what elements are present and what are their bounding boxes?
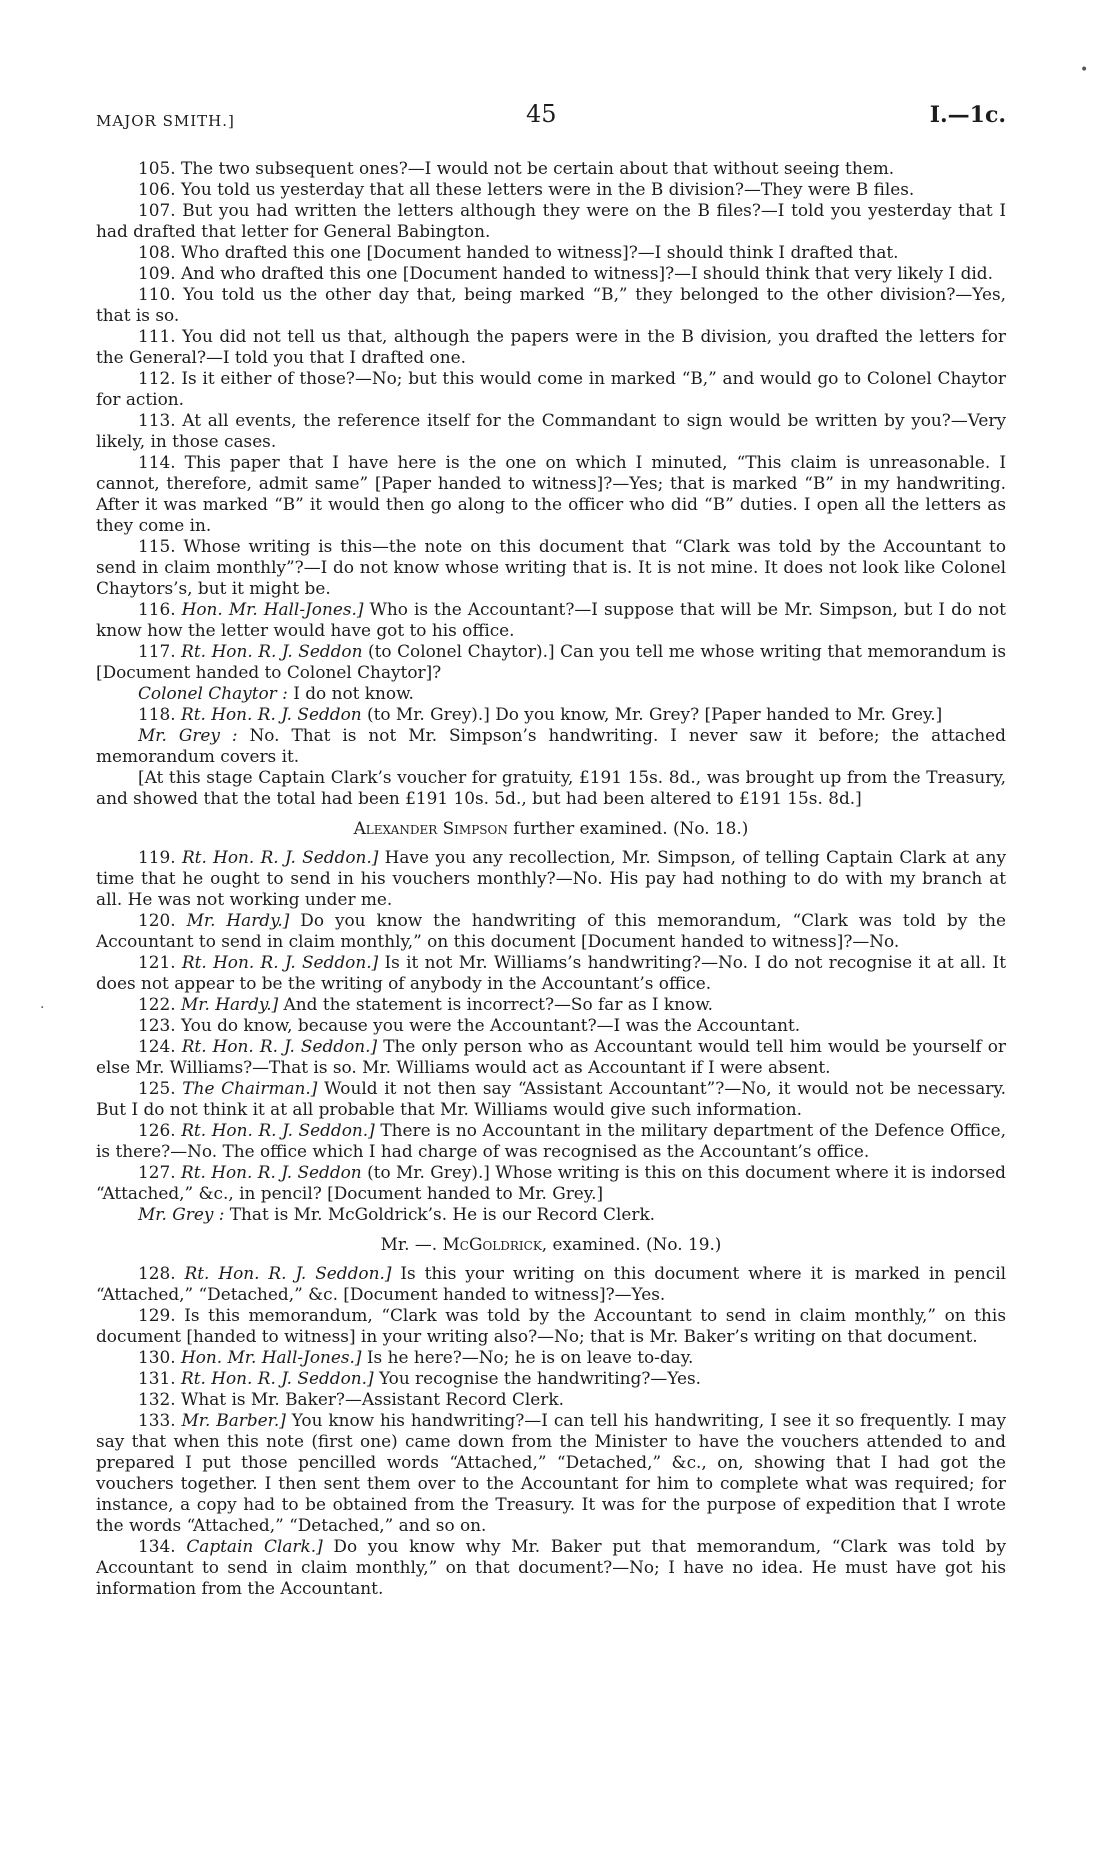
testimony-paragraph — [96, 200, 1006, 242]
testimony-paragraph — [96, 1120, 1006, 1162]
question-number: 116. — [138, 599, 182, 619]
page-number: 45 — [526, 100, 557, 128]
question-number: 122. — [138, 994, 181, 1014]
testimony-paragraph — [96, 368, 1006, 410]
speaker-name: Rt. Hon. R. J. Seddon — [180, 704, 362, 724]
paragraph-text: Is this your writing on this document where it is marked in pencil “Attached,” “Detached,” &c. [Document handed to witness]?—Yes. — [96, 1263, 1006, 1304]
testimony-paragraph — [96, 910, 1006, 952]
speaker-name: Rt. Hon. R. J. Seddon.] — [181, 1120, 375, 1140]
paragraph-text: You know his handwriting?—I can tell his handwriting, I see it so frequently. I may say that when this note (first one) came down from the Minister to have the vouchers attended to and prepared I put those pencilled words “Attached,” “Detached,” &c., on, showing that I had got the vouchers together. I then sent them over to the Accountant for him to complete what was required; for instance, a copy had to be obtained from the Treasury. It was for the purpose of expedition that I wrote the words “Attached,” “Detached,” and so on. — [96, 1410, 1006, 1535]
testimony-paragraph — [96, 599, 1006, 641]
speaker-name: Rt. Hon. R. J. Seddon — [181, 641, 363, 661]
question-number: 127. — [138, 1162, 181, 1182]
testimony-paragraph — [96, 1389, 1006, 1410]
speaker-name: The Chairman.] — [182, 1078, 318, 1098]
heading-text: further examined. (No. 18.) — [507, 818, 749, 838]
speaker-name: Mr. Grey : — [138, 725, 238, 745]
paragraph-text: (to Colonel Chaytor).] Can you tell me whose writing that memorandum is [Document handed to Colonel Chaytor]? — [96, 641, 1006, 682]
paragraph-text: Do you know the handwriting of this memorandum, “Clark was told by the Accountant to send in claim monthly,” on this document [Document handed to witness]?—No. — [96, 910, 1006, 951]
witness-name: Alexander Simpson — [353, 818, 508, 838]
paragraph-text: There is no Accountant in the military department of the Defence Office, is there?—No. The office which I had charge of was recognised as the Accountant’s office. — [96, 1120, 1007, 1161]
paragraph-text: That is Mr. McGoldrick’s. He is our Record Clerk. — [224, 1204, 656, 1224]
speaker-name: Mr. Barber.] — [181, 1410, 286, 1430]
paragraph-text: Do you know why Mr. Baker put that memorandum, “Clark was told by Accountant to send in claim monthly,” on that document?—No; I have no idea. He must have got his information from the Accountant. — [96, 1536, 1007, 1598]
paragraph-text: Would it not then say “Assistant Accountant”?—No, it would not be necessary. But I do not think it at all probable that Mr. Williams would give such information. — [96, 1078, 1007, 1119]
question-number: 134. — [138, 1536, 187, 1556]
testimony-paragraph — [96, 1305, 1006, 1347]
testimony-paragraph — [96, 1162, 1006, 1204]
speaker-name: Hon. Mr. Hall-Jones.] — [180, 1347, 362, 1367]
heading-text: , examined. (No. 19.) — [541, 1234, 722, 1254]
testimony-paragraph — [96, 158, 1006, 179]
testimony-paragraph — [96, 1347, 1006, 1368]
speaker-name: Rt. Hon. R. J. Seddon.] — [181, 952, 379, 972]
testimony-paragraph — [96, 1263, 1006, 1305]
speaker-name: Rt. Hon. R. J. Seddon.] — [180, 1368, 374, 1388]
speaker-name: Mr. Grey : — [138, 1204, 225, 1224]
section-heading — [96, 818, 1006, 839]
testimony-paragraph — [96, 1410, 1006, 1536]
speaker-name: Rt. Hon. R. J. Seddon.] — [184, 1263, 392, 1283]
testimony-paragraph — [96, 1078, 1006, 1120]
paragraph-text: 105. The two subsequent ones?—I would not be certain about that without seeing them. — [138, 158, 895, 178]
speaker-name: Rt. Hon. R. J. Seddon.] — [181, 1036, 378, 1056]
testimony-paragraph — [96, 725, 1006, 767]
paragraph-text: 115. Whose writing is this—the note on this document that “Clark was told by the Accountant to send in claim monthly”?—I do not know whose writing that is. It is not mine. It does not look like Colonel Chaytors’s, but it might be. — [96, 536, 1006, 598]
speaker-name: Colonel Chaytor : — [138, 683, 288, 703]
testimony-body — [96, 158, 1006, 1599]
paragraph-text: [At this stage Captain Clark’s voucher for gratuity, £191 15s. 8d., was brought up from the Treasury, and showed that the total had been £191 10s. 5d., but had been altered to £191 15s. 8d.] — [96, 767, 1006, 808]
paragraph-text: Who is the Accountant?—I suppose that will be Mr. Simpson, but I do not know how the letter would have got to his office. — [96, 599, 1006, 640]
testimony-paragraph — [96, 704, 1006, 725]
testimony-paragraph — [96, 284, 1006, 326]
paragraph-text: I do not know. — [287, 683, 414, 703]
testimony-paragraph — [96, 1015, 1006, 1036]
question-number: 118. — [138, 704, 181, 724]
question-number: 128. — [138, 1263, 185, 1283]
paragraph-text: 110. You told us the other day that, being marked “B,” they belonged to the other division?—Yes, that is so. — [96, 284, 1006, 325]
running-head: MAJOR SMITH.] — [96, 112, 235, 130]
testimony-paragraph — [96, 410, 1006, 452]
paragraph-text: And the statement is incorrect?—So far as I know. — [278, 994, 714, 1014]
speaker-name: Captain Clark.] — [186, 1536, 323, 1556]
testimony-paragraph — [96, 767, 1006, 809]
speaker-name: Mr. Hardy.] — [186, 910, 290, 930]
speaker-name: Mr. Hardy.] — [180, 994, 279, 1014]
heading-prefix: Mr. —. — [380, 1234, 443, 1254]
testimony-paragraph — [96, 179, 1006, 200]
paragraph-text: 107. But you had written the letters although they were on the B files?—I told you yesterday that I had drafted that letter for General Babington. — [96, 200, 1006, 241]
paragraph-text: Is he here?—No; he is on leave to-day. — [361, 1347, 694, 1367]
testimony-paragraph — [96, 952, 1006, 994]
testimony-paragraph — [96, 242, 1006, 263]
paragraph-text: Have you any recollection, Mr. Simpson, of telling Captain Clark at any time that he ought to send in his vouchers monthly?—No. His pay had nothing to do with my branch at all. He was not working under me. — [96, 847, 1007, 909]
testimony-paragraph — [96, 536, 1006, 599]
paragraph-text: The only person who as Accountant would tell him would be yourself or else Mr. Williams?—That is so. Mr. Williams would act as Accountant if I were absent. — [96, 1036, 1006, 1077]
testimony-paragraph — [96, 994, 1006, 1015]
testimony-paragraph — [96, 847, 1006, 910]
question-number: 130. — [138, 1347, 181, 1367]
question-number: 119. — [138, 847, 182, 867]
question-number: 124. — [138, 1036, 182, 1056]
testimony-paragraph — [96, 1036, 1006, 1078]
paragraph-text: (to Mr. Grey).] Do you know, Mr. Grey? [Paper handed to Mr. Grey.] — [361, 704, 943, 724]
testimony-paragraph — [96, 641, 1006, 683]
paragraph-text: No. That is not Mr. Simpson’s handwriting. I never saw it before; the attached memorandum covers it. — [96, 725, 1006, 766]
margin-mark: • — [1080, 62, 1089, 78]
paragraph-text: 112. Is it either of those?—No; but this would come in marked “B,” and would go to Colonel Chaytor for action. — [96, 368, 1006, 409]
section-heading — [96, 1234, 1006, 1255]
question-number: 126. — [138, 1120, 182, 1140]
testimony-paragraph — [96, 1536, 1006, 1599]
question-number: 131. — [138, 1368, 181, 1388]
testimony-paragraph — [96, 326, 1006, 368]
paragraph-text: (to Mr. Grey).] Whose writing is this on this document where it is indorsed “Attached,” &c., in pencil? [Document handed to Mr. Grey.] — [96, 1162, 1006, 1203]
document-reference: I.—1c. — [929, 102, 1006, 128]
testimony-paragraph — [96, 263, 1006, 284]
page-header — [96, 100, 1006, 136]
question-number: 121. — [138, 952, 182, 972]
paragraph-text: You recognise the handwriting?—Yes. — [373, 1368, 702, 1388]
testimony-paragraph — [96, 683, 1006, 704]
question-number: 125. — [138, 1078, 183, 1098]
margin-mark: · — [40, 1000, 45, 1016]
testimony-paragraph — [96, 1204, 1006, 1225]
paragraph-text: 109. And who drafted this one [Document handed to witness]?—I should think that very likely I did. — [138, 263, 993, 283]
question-number: 117. — [138, 641, 182, 661]
witness-name: McGoldrick — [442, 1234, 542, 1254]
question-number: 133. — [138, 1410, 182, 1430]
testimony-paragraph — [96, 1368, 1006, 1389]
paragraph-text: 106. You told us yesterday that all these letters were in the B division?—They were B files. — [138, 179, 915, 199]
paragraph-text: 123. You do know, because you were the Accountant?—I was the Accountant. — [138, 1015, 801, 1035]
speaker-name: Rt. Hon. R. J. Seddon — [181, 1162, 362, 1182]
paragraph-text: Is it not Mr. Williams’s handwriting?—No. I do not recognise it at all. It does not appear to be the writing of anybody in the Accountant’s office. — [96, 952, 1007, 993]
question-number: 120. — [138, 910, 187, 930]
speaker-name: Hon. Mr. Hall-Jones.] — [181, 599, 364, 619]
testimony-paragraph — [96, 452, 1006, 536]
paragraph-text: 114. This paper that I have here is the one on which I minuted, “This claim is unreasonable. I cannot, therefore, admit same” [Paper handed to witness]?—Yes; that is marked “B” in my handwriting. After it was marked “B” it would then go along to the officer who did “B” duties. I open all the letters as they come in. — [96, 452, 1006, 535]
paragraph-text: 111. You did not tell us that, although the papers were in the B division, you drafted the letters for the General?—I told you that I drafted one. — [96, 326, 1006, 367]
paragraph-text: 108. Who drafted this one [Document handed to witness]?—I should think I drafted that. — [138, 242, 899, 262]
paragraph-text: 132. What is Mr. Baker?—Assistant Record Clerk. — [138, 1389, 564, 1409]
paragraph-text: 129. Is this memorandum, “Clark was told by the Accountant to send in claim monthly,” on this document [handed to witness] in your writing also?—No; that is Mr. Baker’s writing on that document. — [96, 1305, 1006, 1346]
paragraph-text: 113. At all events, the reference itself for the Commandant to sign would be written by you?—Very likely, in those cases. — [96, 410, 1006, 451]
speaker-name: Rt. Hon. R. J. Seddon.] — [181, 847, 379, 867]
